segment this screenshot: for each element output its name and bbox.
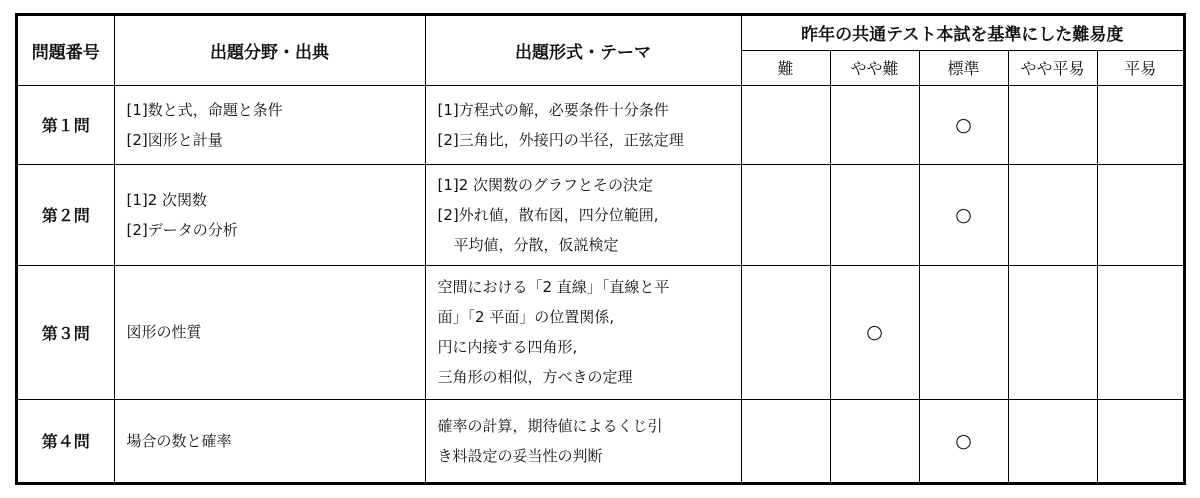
difficulty-cell bbox=[919, 85, 1008, 164]
field-line: [2]図形と計量 bbox=[126, 130, 223, 149]
problem-number: 第３問 bbox=[18, 265, 114, 399]
difficulty-table bbox=[18, 16, 1183, 482]
difficulty-cell bbox=[741, 399, 830, 482]
field-cell bbox=[114, 85, 425, 164]
format-cell bbox=[425, 164, 741, 265]
field-line: 場合の数と確率 bbox=[126, 431, 232, 450]
circle-mark: ○ bbox=[955, 429, 972, 452]
difficulty-cell bbox=[830, 85, 919, 164]
level-somewhat-easy: やや平易 bbox=[1008, 50, 1097, 85]
format-line: [1]方程式の解，必要条件十分条件 bbox=[437, 100, 669, 119]
format-line: き料設定の妥当性の判断 bbox=[437, 446, 603, 465]
problem-number: 第２問 bbox=[18, 164, 114, 265]
format-cell bbox=[425, 85, 741, 164]
field-line: [1]2 次関数 bbox=[126, 190, 208, 209]
difficulty-cell bbox=[741, 265, 830, 399]
level-standard: 標準 bbox=[919, 50, 1008, 85]
field-cell bbox=[114, 265, 425, 399]
circle-mark: ○ bbox=[866, 321, 883, 343]
table-row bbox=[18, 265, 1183, 399]
field-cell bbox=[114, 399, 425, 482]
level-hard: 難 bbox=[741, 50, 830, 85]
difficulty-cell bbox=[1008, 399, 1097, 482]
field-cell bbox=[114, 164, 425, 265]
format-line: 空間における「2 直線」「直線と平 bbox=[437, 278, 670, 296]
difficulty-cell bbox=[1097, 85, 1183, 164]
difficulty-cell bbox=[741, 85, 830, 164]
format-cell bbox=[425, 265, 741, 399]
format-line: 確率の計算，期待値によるくじ引 bbox=[437, 416, 663, 435]
difficulty-cell bbox=[1008, 85, 1097, 164]
difficulty-cell bbox=[830, 265, 919, 399]
format-line: 円に内接する四角形, bbox=[437, 338, 578, 356]
difficulty-cell bbox=[830, 399, 919, 482]
format-cell bbox=[425, 399, 741, 482]
difficulty-cell bbox=[1008, 265, 1097, 399]
header-row bbox=[18, 16, 1183, 50]
circle-mark: ○ bbox=[955, 203, 972, 226]
table-row bbox=[18, 399, 1183, 482]
problem-number: 第１問 bbox=[18, 85, 114, 164]
difficulty-cell bbox=[1008, 164, 1097, 265]
header-difficulty: 昨年の共通テスト本試を基準にした難易度 bbox=[741, 16, 1183, 50]
level-somewhat-hard: やや難 bbox=[830, 50, 919, 85]
difficulty-cell bbox=[919, 164, 1008, 265]
format-line: [2]外れ値，散布図，四分位範囲, bbox=[437, 205, 659, 224]
format-line: [1]2 次関数のグラフとその決定 bbox=[437, 175, 654, 194]
header-format: 出題形式・テーマ bbox=[425, 16, 741, 85]
difficulty-cell bbox=[741, 164, 830, 265]
problem-number: 第４問 bbox=[18, 399, 114, 482]
format-line: [2]三角比，外接円の半径，正弦定理 bbox=[437, 130, 684, 149]
format-line: 平均値，分散，仮説検定 bbox=[453, 235, 619, 254]
header-field: 出題分野・出典 bbox=[114, 16, 425, 85]
circle-mark: ○ bbox=[955, 113, 972, 136]
difficulty-cell bbox=[919, 399, 1008, 482]
table-row bbox=[18, 85, 1183, 164]
header-number: 問題番号 bbox=[18, 16, 114, 85]
field-line: 図形の性質 bbox=[126, 323, 202, 341]
difficulty-cell bbox=[919, 265, 1008, 399]
difficulty-cell bbox=[1097, 265, 1183, 399]
format-line: 面」「2 平面」の位置関係, bbox=[437, 308, 615, 326]
format-line: 三角形の相似，方べきの定理 bbox=[437, 368, 633, 386]
difficulty-cell bbox=[1097, 399, 1183, 482]
field-line: [2]データの分析 bbox=[126, 220, 238, 239]
difficulty-cell bbox=[830, 164, 919, 265]
difficulty-cell bbox=[1097, 164, 1183, 265]
difficulty-table-frame bbox=[15, 13, 1186, 485]
table-row bbox=[18, 164, 1183, 265]
field-line: [1]数と式，命題と条件 bbox=[126, 100, 283, 119]
level-easy: 平易 bbox=[1097, 50, 1183, 85]
